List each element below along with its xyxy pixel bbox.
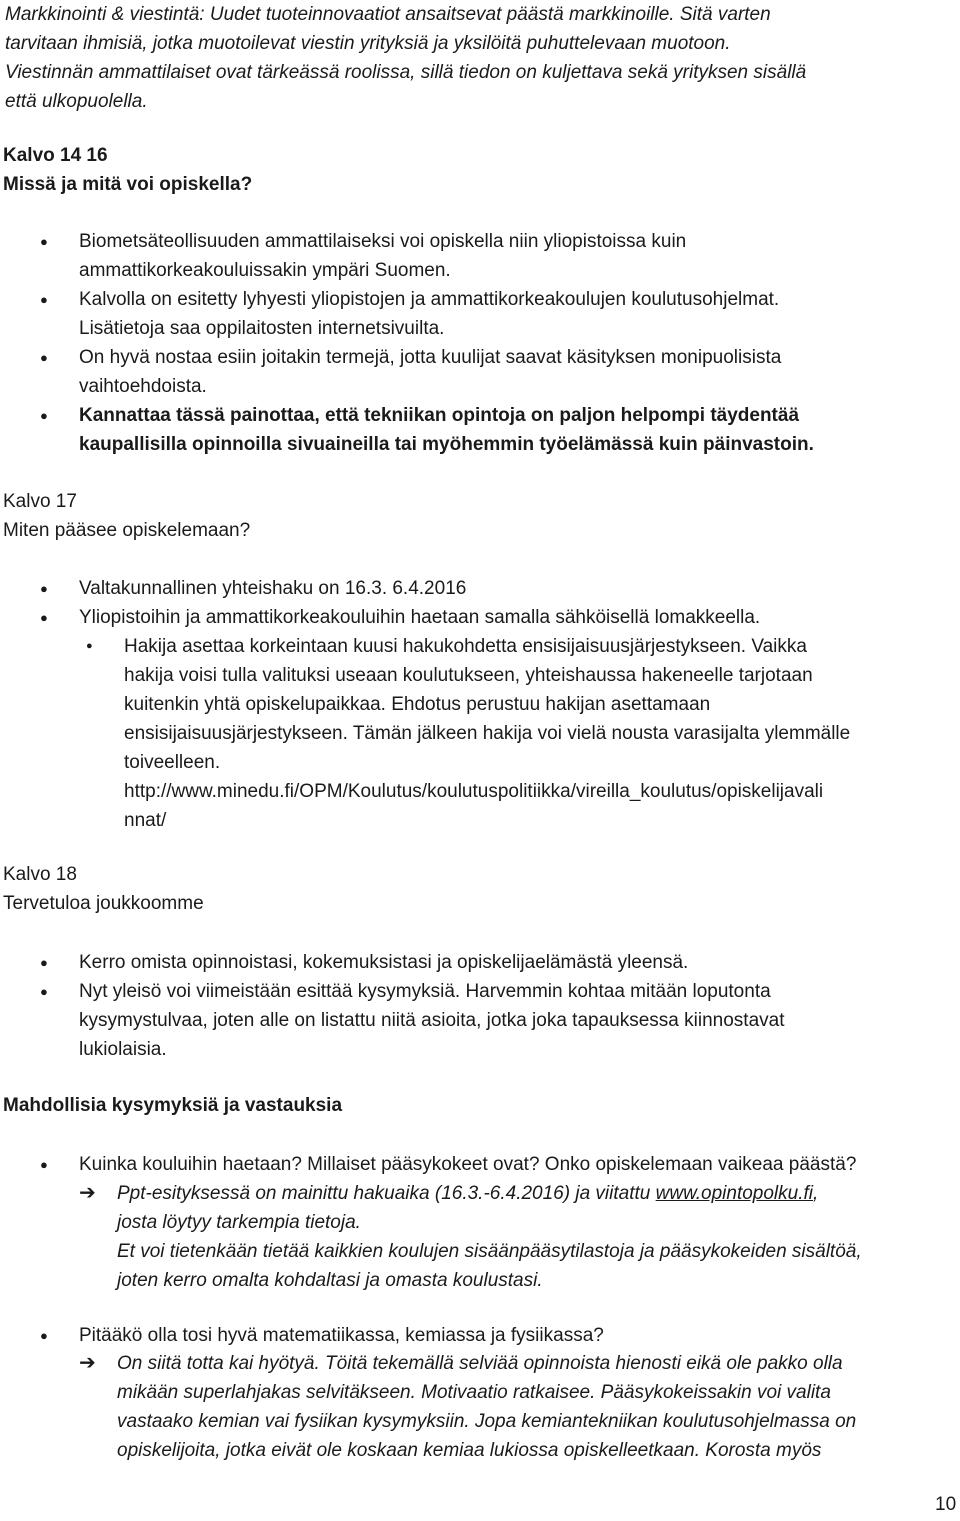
answer-item — [117, 1349, 856, 1465]
list-item: Yliopistoihin ja ammattikorkeakouluihin haetaan samalla sähköisellä lomakkeella. — [79, 607, 761, 628]
bullet-icon: ● — [40, 581, 48, 596]
intro-line: että ulkopuolella. — [5, 91, 148, 112]
list-item-line: toiveelleen. — [124, 752, 221, 773]
bullet-icon: ● — [40, 408, 48, 423]
answer-line: Et voi tietenkään tietää kaikkien koulujen sisäänpääsytilastoja ja pääsykokeiden sisältöä, — [117, 1241, 862, 1262]
answer-line — [117, 1179, 862, 1208]
answer-text: , — [813, 1183, 819, 1204]
answer-line: opiskelijoita, jotka eivät ole koskaan kemiaa lukiossa opiskelleetkaan. Korosta myös — [117, 1440, 822, 1461]
section-heading: Kalvo 17 — [3, 491, 77, 512]
answer-line: On siitä totta kai hyötyä. Töitä tekemällä selviää opinnoista hienosti eikä ole pakko olla — [117, 1353, 843, 1374]
list-item — [79, 401, 814, 459]
list-item — [79, 227, 686, 285]
section-subheading: Missä ja mitä voi opiskella? — [3, 174, 253, 195]
opintopolku-link[interactable]: www.opintopolku.fi — [655, 1183, 813, 1204]
list-item-line: Kannattaa tässä painottaa, että tekniikan opintoja on paljon helpompi täydentää — [79, 405, 800, 426]
section-heading: Kalvo 18 — [3, 864, 77, 885]
section-heading: Mahdollisia kysymyksiä ja vastauksia — [3, 1095, 343, 1116]
section-subheading: Tervetuloa joukkoomme — [3, 893, 204, 914]
section-subheading: Miten pääsee opiskelemaan? — [3, 520, 251, 541]
bullet-icon: ● — [40, 292, 48, 307]
answer-item — [117, 1179, 862, 1295]
list-item — [79, 285, 779, 343]
list-item-line: lukiolaisia. — [79, 1039, 167, 1060]
list-item — [79, 343, 781, 401]
answer-line: vastaako kemian vai fysiikan kysymyksiin. Jopa kemiantekniikan koulutusohjelmassa on — [117, 1411, 857, 1432]
list-item-line: Nyt yleisö voi viimeistään esittää kysymyksiä. Harvemmin kohtaa mitään loputonta — [79, 981, 771, 1002]
section-heading: Kalvo 14 16 — [3, 145, 108, 166]
intro-line: Viestinnän ammattilaiset ovat tärkeässä roolissa, sillä tiedon on kuljettava sekä yrityksen sisällä — [5, 62, 807, 83]
url-text: nnat/ — [124, 810, 167, 831]
intro-line: Markkinointi & viestintä: Uudet tuoteinnovaatiot ansaitsevat päästä markkinoille. Sitä varten — [5, 4, 771, 25]
list-item-line: Lisätietoja saa oppilaitosten internetsivuilta. — [79, 318, 445, 339]
bullet-icon: ● — [40, 350, 48, 365]
list-item-line: Kalvolla on esitetty lyhyesti yliopistojen ja ammattikorkeakoulujen koulutusohjelmat. — [79, 289, 780, 310]
list-item-line: ensisijaisuusjärjestykseen. Tämän jälkeen hakija voi vielä nousta varasijalta ylemmälle — [124, 723, 851, 744]
answer-text: Ppt-esityksessä on mainittu hakuaika (16.3.-6.4.2016) ja viitattu — [117, 1183, 656, 1204]
sub-list-item — [124, 632, 850, 835]
question-item: Pitääkö olla tosi hyvä matematiikassa, kemiassa ja fysiikassa? — [79, 1325, 604, 1346]
url-text: http://www.minedu.fi/OPM/Koulutus/koulutuspolitiikka/vireilla_koulutus/opiskelijavali — [124, 781, 824, 802]
bullet-icon: ● — [40, 955, 48, 970]
list-item-line: vaihtoehdoista. — [79, 376, 207, 397]
answer-line: joten kerro omalta kohdaltasi ja omasta koulustasi. — [117, 1270, 543, 1291]
list-item-line: ammattikorkeakouluissakin ympäri Suomen. — [79, 260, 451, 281]
bullet-icon: ● — [40, 234, 48, 249]
bullet-icon: ● — [86, 640, 93, 652]
bullet-icon: ● — [40, 1328, 48, 1343]
page-number: 10 — [935, 1494, 957, 1515]
intro-paragraph — [5, 0, 806, 116]
bullet-icon: ● — [40, 610, 48, 625]
list-item: Valtakunnallinen yhteishaku on 16.3. 6.4.2016 — [79, 578, 467, 599]
list-item-line: hakija voisi tulla valituksi useaan koulutukseen, yhteishaussa hakeneelle tarjotaan — [124, 665, 813, 686]
list-item-line: kaupallisilla opinnoilla sivuaineilla tai myöhemmin työelämässä kuin päinvastoin. — [79, 434, 814, 455]
list-item-line: kuitenkin yhtä opiskelupaikkaa. Ehdotus perustuu hakijan asettamaan — [124, 694, 711, 715]
arrow-right-icon: ➔ — [79, 1182, 96, 1204]
intro-line: tarvitaan ihmisiä, jotka muotoilevat viestin yrityksiä ja yksilöitä puhuttelevaan muotoon. — [5, 33, 731, 54]
list-item: Kerro omista opinnoistasi, kokemuksistasi ja opiskelijaelämästä yleensä. — [79, 952, 689, 973]
question-item: Kuinka kouluihin haetaan? Millaiset pääsykokeet ovat? Onko opiskelemaan vaikeaa päästä? — [79, 1154, 857, 1175]
list-item-line: Hakija asettaa korkeintaan kuusi hakukohdetta ensisijaisuusjärjestykseen. Vaikka — [124, 636, 807, 657]
bullet-icon: ● — [40, 1157, 48, 1172]
bullet-icon: ● — [40, 984, 48, 999]
list-item — [79, 977, 784, 1064]
answer-line: josta löytyy tarkempia tietoja. — [117, 1212, 361, 1233]
list-item-line: Biometsäteollisuuden ammattilaiseksi voi opiskella niin yliopistoissa kuin — [79, 231, 687, 252]
list-item-line: On hyvä nostaa esiin joitakin termejä, jotta kuulijat saavat käsityksen monipuolisista — [79, 347, 782, 368]
list-item-line: kysymystulvaa, joten alle on listattu niitä asioita, jotka joka tapauksessa kiinnostavat — [79, 1010, 785, 1031]
arrow-right-icon: ➔ — [79, 1352, 96, 1374]
answer-line: mikään superlahjakas selvitäkseen. Motivaatio ratkaisee. Pääsykokeissakin voi valita — [117, 1382, 831, 1403]
